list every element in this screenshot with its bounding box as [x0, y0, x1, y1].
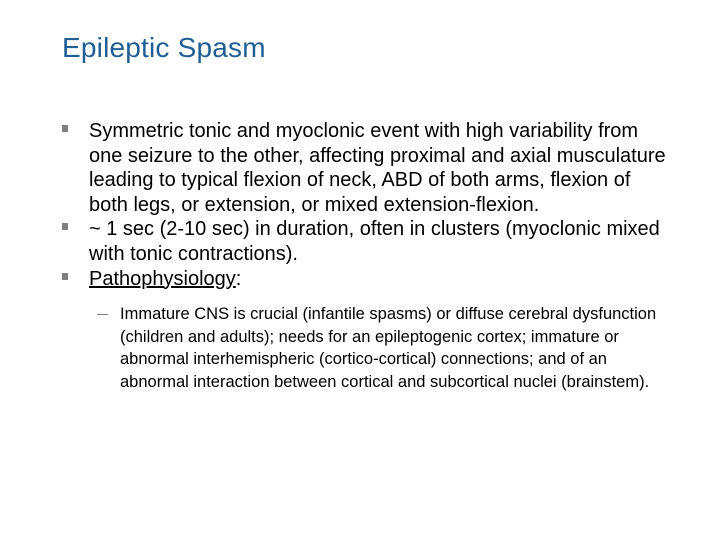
- bullet-item: [62, 217, 672, 266]
- slide-title: Epileptic Spasm: [62, 32, 266, 63]
- square-bullet-icon: [62, 125, 68, 132]
- sub-bullet-text: Immature CNS is crucial (infantile spasms) or diffuse cerebral dysfunction (children and adults); needs for an epileptogenic cortex; immature or abnormal interhemispheric (cortico-cortical) connections; and of an abnormal interaction between cortical and subcortical nuclei (brainstem).: [120, 305, 657, 391]
- sub-bullet-list: [89, 303, 672, 393]
- sub-bullet-item: [89, 303, 672, 393]
- bullet-item: [62, 267, 672, 394]
- bullet-text: ~ 1 sec (2-10 sec) in duration, often in clusters (myoclonic mixed with tonic contractions).: [89, 218, 660, 265]
- pathophysiology-colon: :: [235, 267, 242, 290]
- bullet-item: [62, 119, 672, 217]
- pathophysiology-label: Pathophysiology: [89, 267, 236, 290]
- bullet-text: Symmetric tonic and myoclonic event with high variability from one seizure to the other, affecting proximal and axial musculature leading to typical flexion of neck, ABD of both arms, flexion of both legs, or extension, or mixed extension-flexion.: [89, 120, 666, 216]
- square-bullet-icon: [62, 273, 68, 280]
- dash-bullet-icon: [97, 314, 108, 315]
- square-bullet-icon: [62, 223, 68, 230]
- bullet-list: [62, 119, 672, 393]
